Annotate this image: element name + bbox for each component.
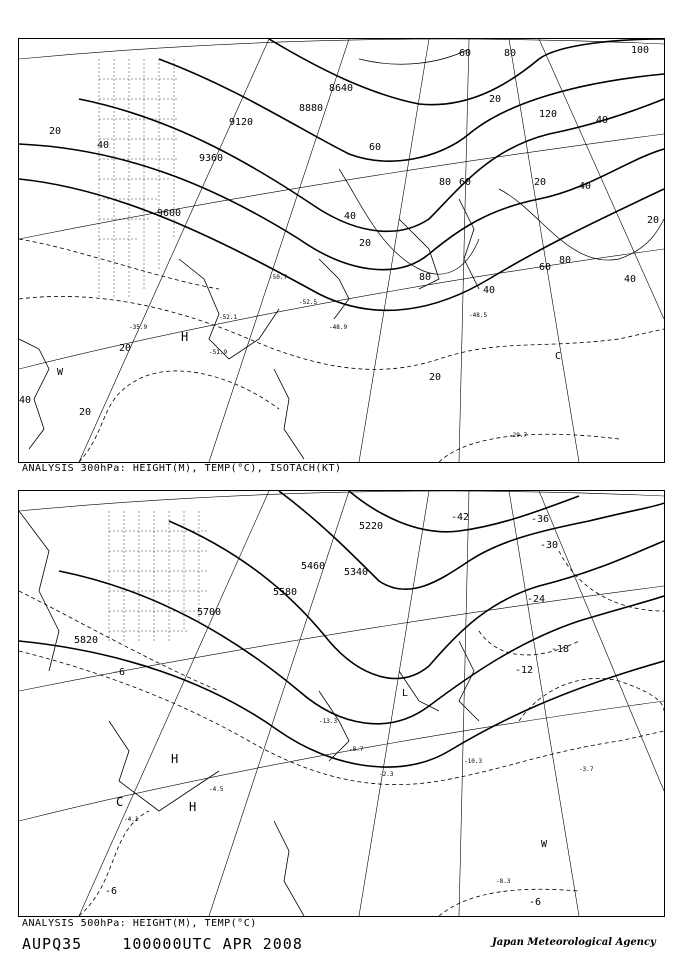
temp-label: -18 <box>551 644 570 655</box>
graticule <box>19 491 664 916</box>
map-500hpa-canvas <box>19 491 664 916</box>
station-value: -52.1 <box>219 314 238 321</box>
height-label: 8880 <box>299 103 324 114</box>
height-label: 5460 <box>301 561 326 572</box>
hatched-area <box>109 511 209 641</box>
station-value: -4.5 <box>209 786 224 793</box>
temp-label: -6 <box>105 886 118 897</box>
station-value: -10.3 <box>464 758 483 765</box>
temp-label: -12 <box>515 665 534 676</box>
height-label: 9120 <box>229 117 254 128</box>
isotach-label: 20 <box>647 215 660 226</box>
station-value: -4.1 <box>124 816 139 823</box>
chart-datetime: 100000UTC APR 2008 <box>122 935 303 953</box>
station-value: -8.3 <box>496 878 511 885</box>
hatched-area <box>99 59 182 299</box>
height-label: 9600 <box>157 208 182 219</box>
isotach-label: 80 <box>419 272 432 283</box>
isotach-label: 40 <box>97 140 110 151</box>
isotach-label: 20 <box>489 94 502 105</box>
isotach-label: 20 <box>429 372 442 383</box>
isotach-label: 60 <box>459 177 472 188</box>
analysis-300hpa-map <box>18 38 665 463</box>
station-value: -35.9 <box>129 324 148 331</box>
height-label: 5820 <box>74 635 99 646</box>
warm-center: W <box>57 367 64 378</box>
analysis-500hpa-map <box>18 490 665 917</box>
high-pressure-center: H <box>181 330 189 344</box>
caption-500hpa: ANALYSIS 500hPa: HEIGHT(M), TEMP(°C) <box>22 918 257 929</box>
station-value: -13.3 <box>319 718 338 725</box>
station-value: -48.5 <box>469 312 488 319</box>
station-value: -3.7 <box>579 766 594 773</box>
temperature-contours <box>19 551 664 916</box>
isotach-label: 80 <box>504 48 517 59</box>
height-contours <box>19 39 664 310</box>
isotach-label: 60 <box>539 262 552 273</box>
height-label: 9360 <box>199 153 224 164</box>
agency-credit: Japan Meteorological Agency <box>492 937 656 948</box>
isotach-label: 100 <box>631 45 650 56</box>
chart-code: AUPQ35 <box>22 935 83 953</box>
height-label: 8640 <box>329 83 354 94</box>
cold-center: C <box>555 351 562 362</box>
station-value: -50.7 <box>269 274 288 281</box>
station-value: -52.5 <box>299 299 318 306</box>
map-300hpa-canvas <box>19 39 664 462</box>
coastlines <box>19 511 479 916</box>
isotach-label: 20 <box>534 177 547 188</box>
isotach-label: 120 <box>539 109 558 120</box>
low-pressure-center: L <box>402 688 409 699</box>
chart-identifier <box>22 935 303 953</box>
station-value: -51.9 <box>209 349 228 356</box>
temp-label: -6 <box>113 667 126 678</box>
isotach-label: 80 <box>439 177 452 188</box>
station-value: -29.7 <box>509 432 528 439</box>
isotach-label: 20 <box>79 407 92 418</box>
isotach-label: 20 <box>119 343 132 354</box>
temp-label: -24 <box>527 594 546 605</box>
warm-center: W <box>541 839 548 850</box>
height-label: 5700 <box>197 607 222 618</box>
temp-label: -42 <box>451 512 470 523</box>
height-label: 5220 <box>359 521 384 532</box>
station-value: -2.3 <box>379 771 394 778</box>
graticule <box>19 39 664 462</box>
isotach-label: 40 <box>596 115 609 126</box>
temp-label: -36 <box>531 514 550 525</box>
height-label: 5580 <box>273 587 298 598</box>
isotach-label: 80 <box>559 255 572 266</box>
temperature-contours <box>19 239 664 462</box>
high-pressure-center: H <box>171 752 179 766</box>
isotach-label: 40 <box>344 211 357 222</box>
coastlines <box>19 199 479 459</box>
isotach-label: 20 <box>359 238 372 249</box>
height-label: 5340 <box>344 567 369 578</box>
station-value: -48.9 <box>329 324 348 331</box>
temp-label: -6 <box>529 897 542 908</box>
isotach-label: 40 <box>19 395 32 406</box>
isotach-label: 60 <box>459 48 472 59</box>
station-value: -8.7 <box>349 746 364 753</box>
temp-label: -30 <box>540 540 559 551</box>
isotach-label: 20 <box>49 126 62 137</box>
isotach-label: 40 <box>483 285 496 296</box>
isotach-label: 40 <box>624 274 637 285</box>
cold-center: C <box>116 795 124 809</box>
isotach-label: 60 <box>369 142 382 153</box>
high-pressure-center: H <box>189 800 197 814</box>
isotach-label: 40 <box>579 181 592 192</box>
caption-300hpa: ANALYSIS 300hPa: HEIGHT(M), TEMP(°C), ISOTACH(KT) <box>22 463 342 474</box>
